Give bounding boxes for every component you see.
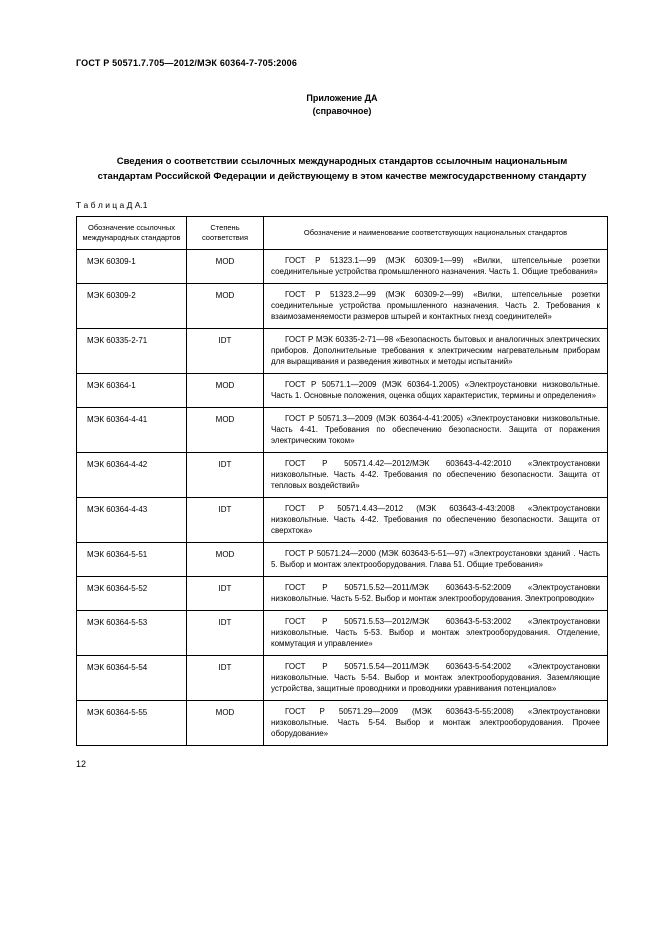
degree-of-correspondence-cell: IDT <box>187 577 264 611</box>
table-row <box>77 453 608 498</box>
col-header-degree-of-correspondence: Степень соответствия <box>187 217 264 250</box>
degree-of-correspondence-cell: IDT <box>187 656 264 701</box>
national-standard-cell: ГОСТ Р МЭК 60335-2-71—98 «Безопасность бытовых и аналогичных электрических приборов. Дополнительные требования к электрическим нагревательным приборам для выращивания и разведения животных и методы испытаний» <box>264 329 608 374</box>
national-standard-cell: ГОСТ Р 50571.4.43—2012 (МЭК 603643-4-43:2008 «Электроустановки низковольтные. Часть 4-42. Требования по обеспечению безопасности. Защита от сверхтока» <box>264 498 608 543</box>
national-standard-cell: ГОСТ Р 50571.1—2009 (МЭК 60364-1.2005) «Электроустановки низковольтные. Часть 1. Основные положения, оценка общих характеристик, термины и определения» <box>264 374 608 408</box>
degree-of-correspondence-cell: IDT <box>187 498 264 543</box>
table-row <box>77 408 608 453</box>
international-standard-cell: МЭК 60309-1 <box>77 250 187 284</box>
degree-of-correspondence-cell: MOD <box>187 374 264 408</box>
national-standard-cell: ГОСТ Р 50571.3—2009 (МЭК 60364-4-41:2005) «Электроустановки низковольтные. Часть 4-41. Требования по обеспечению безопасности. Защита от поражения электрическим током» <box>264 408 608 453</box>
section-title: Сведения о соответствии ссылочных международных стандартов ссылочным национальным стандартам Российской Федерации и действующему в этом качестве межгосударственному стандарту <box>97 156 587 182</box>
appendix-heading <box>76 92 608 118</box>
degree-of-correspondence-cell: IDT <box>187 611 264 656</box>
table-row <box>77 498 608 543</box>
appendix-subtitle: (справочное) <box>312 106 372 116</box>
national-standard-cell: ГОСТ Р 51323.2—99 (МЭК 60309-2—99) «Вилки, штепсельные розетки соединительные устройства промышленного назначения. Часть 2. Требования к взаимозаменяемости размеров штырей и контактных гнезд соединителей» <box>264 284 608 329</box>
table-header-row <box>77 217 608 250</box>
degree-of-correspondence-cell: MOD <box>187 408 264 453</box>
international-standard-cell: МЭК 60364-5-54 <box>77 656 187 701</box>
international-standard-cell: МЭК 60364-4-41 <box>77 408 187 453</box>
international-standard-cell: МЭК 60364-5-51 <box>77 543 187 577</box>
page-number: 12 <box>76 759 87 769</box>
table-row <box>77 329 608 374</box>
standards-correspondence-table <box>76 216 608 746</box>
national-standard-cell: ГОСТ Р 50571.5.52—2011/МЭК 603643-5-52:2009 «Электроустановки низковольтные. Часть 5-52. Выбор и монтаж электрооборудования. Электропроводки» <box>264 577 608 611</box>
table-row <box>77 701 608 746</box>
document-header: ГОСТ Р 50571.7.705—2012/МЭК 60364-7-705:2006 <box>76 58 298 68</box>
appendix-title: Приложение ДА <box>306 93 378 103</box>
degree-of-correspondence-cell: MOD <box>187 250 264 284</box>
table-row <box>77 284 608 329</box>
national-standard-cell: ГОСТ Р 50571.29—2009 (МЭК 603643-5-55:2008) «Электроустановки низковольтные. Часть 5-54. Выбор и монтаж электрооборудования. Прочее оборудование» <box>264 701 608 746</box>
international-standard-cell: МЭК 60364-1 <box>77 374 187 408</box>
international-standard-cell: МЭК 60364-5-53 <box>77 611 187 656</box>
national-standard-cell: ГОСТ Р 51323.1—99 (МЭК 60309-1—99) «Вилки, штепсельные розетки соединительные устройства промышленного назначения. Часть 1. Общие требования» <box>264 250 608 284</box>
national-standard-cell: ГОСТ Р 50571.5.53—2012/МЭК 603643-5-53:2002 «Электроустановки низковольтные. Часть 5-53. Выбор и монтаж электрооборудования. Отделение, коммутация и управление» <box>264 611 608 656</box>
international-standard-cell: МЭК 60364-4-43 <box>77 498 187 543</box>
degree-of-correspondence-cell: IDT <box>187 453 264 498</box>
table-body <box>77 250 608 746</box>
national-standard-cell: ГОСТ Р 50571.5.54—2011/МЭК 603643-5-54:2002 «Электроустановки низковольтные. Часть 5-54. Выбор и монтаж электрооборудования. Заземляющие устройства, защитные проводники и проводники уравнивания потенциалов» <box>264 656 608 701</box>
table-row <box>77 656 608 701</box>
degree-of-correspondence-cell: MOD <box>187 284 264 329</box>
table-row <box>77 577 608 611</box>
national-standard-cell: ГОСТ Р 50571.24—2000 (МЭК 603643-5-51—97) «Электроустановки зданий . Часть 5. Выбор и монтаж электрооборудования. Глава 51. Общие требования» <box>264 543 608 577</box>
table-row <box>77 374 608 408</box>
degree-of-correspondence-cell: IDT <box>187 329 264 374</box>
international-standard-cell: МЭК 60364-5-55 <box>77 701 187 746</box>
national-standard-cell: ГОСТ Р 50571.4.42—2012/МЭК 603643-4-42:2010 «Электроустановки низковольтные. Часть 4-42. Требования по обеспечению безопасности. Защита от тепловых воздействий» <box>264 453 608 498</box>
col-header-international-standard: Обозначение ссылочных международных стандартов <box>77 217 187 250</box>
degree-of-correspondence-cell: MOD <box>187 543 264 577</box>
table-row <box>77 543 608 577</box>
international-standard-cell: МЭК 60364-4-42 <box>77 453 187 498</box>
table-row <box>77 250 608 284</box>
col-header-national-standard: Обозначение и наименование соответствующих национальных стандартов <box>264 217 608 250</box>
international-standard-cell: МЭК 60335-2-71 <box>77 329 187 374</box>
table-row <box>77 611 608 656</box>
degree-of-correspondence-cell: MOD <box>187 701 264 746</box>
international-standard-cell: МЭК 60309-2 <box>77 284 187 329</box>
international-standard-cell: МЭК 60364-5-52 <box>77 577 187 611</box>
table-label: Т а б л и ц а Д А.1 <box>76 200 148 210</box>
